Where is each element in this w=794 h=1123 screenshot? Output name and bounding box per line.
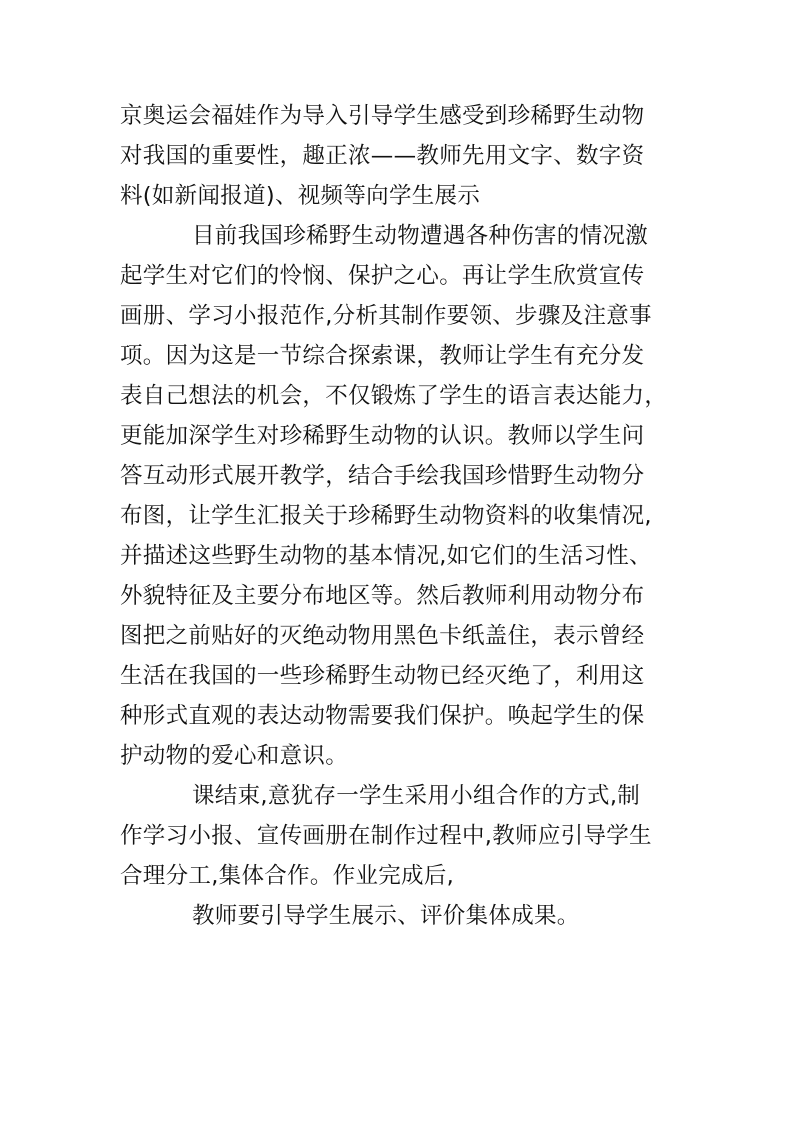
paragraph-start-line: 课结束,意犹存一学生采用小组合作的方式,制 (192, 783, 641, 809)
text-line: 画册、学习小报范作,分析其制作要领、步骤及注意事 (120, 303, 652, 329)
paragraph-start-line: 目前我国珍稀野生动物遭遇各种伤害的情况激 (192, 223, 649, 249)
text-line: 图把之前贴好的灭绝动物用黑色卡纸盖住，表示曾经 (120, 623, 645, 649)
document-body (120, 96, 680, 936)
text-line: 对我国的重要性，趣正浓——教师先用文字、数字资 (120, 143, 645, 169)
text-line: 作学习小报、宣传画册在制作过程中,教师应引导学生 (120, 823, 652, 849)
text-line: 布图，让学生汇报关于珍稀野生动物资料的收集情况, (120, 503, 652, 529)
text-line: 表自己想法的机会，不仅锻炼了学生的语言表达能力， (120, 383, 668, 409)
text-line: 外貌特征及主要分布地区等。然后教师利用动物分布 (120, 583, 645, 609)
text-line: 料(如新闻报道)、视频等向学生展示 (120, 183, 481, 209)
text-line: 起学生对它们的怜悯、保护之心。再让学生欣赏宣传 (120, 263, 645, 289)
text-line: 京奥运会福娃作为导入引导学生感受到珍稀野生动物 (120, 103, 645, 129)
text-line: 答互动形式展开教学，结合手绘我国珍惜野生动物分 (120, 463, 645, 489)
text-line: 合理分工,集体合作。作业完成后, (120, 863, 455, 889)
text-line: 种形式直观的表达动物需要我们保护。唤起学生的保 (120, 703, 645, 729)
text-line: 生活在我国的一些珍稀野生动物已经灭绝了，利用这 (120, 663, 645, 689)
text-line: 护动物的爱心和意识。 (120, 743, 349, 769)
text-line: 项。因为这是一节综合探索课，教师让学生有充分发 (120, 343, 645, 369)
text-line: 并描述这些野生动物的基本情况,如它们的生活习性、 (120, 543, 652, 569)
paragraph-start-line: 教师要引导学生展示、评价集体成果。 (192, 903, 580, 929)
text-line: 更能加深学生对珍稀野生动物的认识。教师以学生问 (120, 423, 645, 449)
